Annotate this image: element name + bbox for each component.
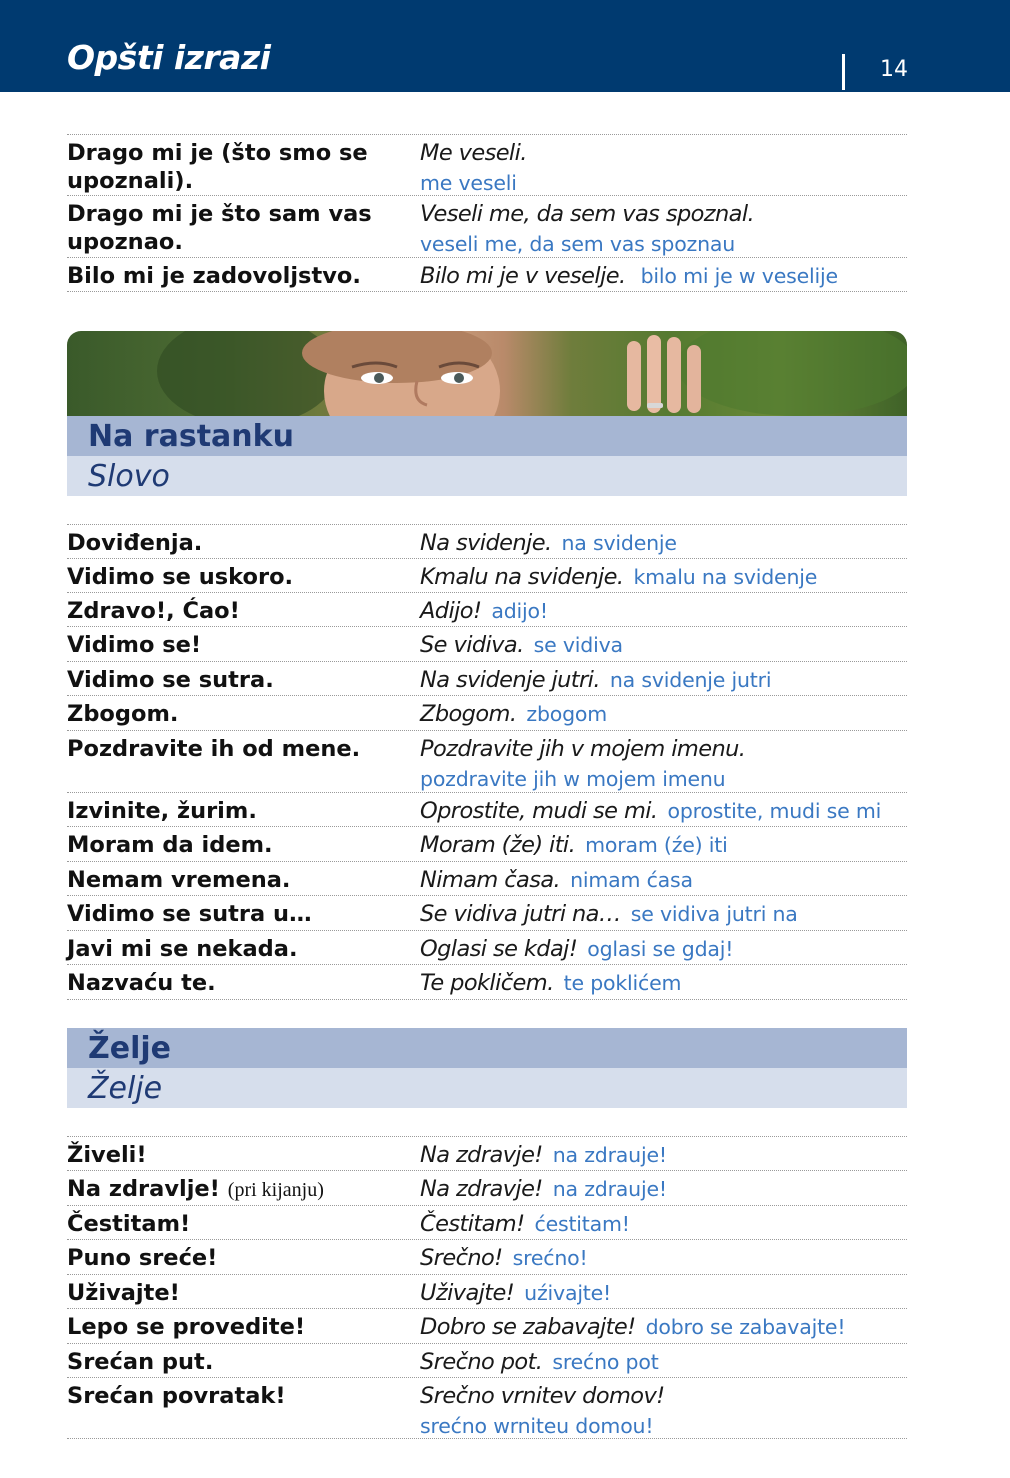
farewell-phrase-table — [67, 524, 907, 1000]
slovene-phrase: Srečno! — [420, 1245, 503, 1271]
pronunciation: uźivajte! — [524, 1281, 612, 1305]
page-number: 14 — [880, 57, 908, 82]
slovene-phrase: Te pokličem. — [420, 970, 554, 996]
slovene-phrase: Na zdravje! — [420, 1176, 543, 1202]
pronunciation: ćestitam! — [534, 1212, 630, 1236]
slovene-translation — [420, 529, 910, 559]
slovene-translation — [420, 200, 910, 258]
phrase-row — [67, 257, 907, 292]
slovene-translation — [420, 631, 910, 661]
pronunciation: na zdrauje! — [552, 1143, 667, 1167]
section-header-wishes — [67, 1028, 907, 1108]
pronunciation: na zdrauje! — [552, 1177, 667, 1201]
serbian-phrase: Zbogom. — [67, 701, 179, 727]
slovene-phrase: Kmalu na svidenje. — [420, 564, 624, 590]
serbian-phrase: Vidimo se uskoro. — [67, 564, 294, 590]
phrase-row — [67, 826, 907, 861]
phrase-row — [67, 626, 907, 661]
pronunciation: zbogom — [526, 702, 608, 726]
page-title: Opšti izrazi — [67, 38, 271, 77]
slovene-phrase: Dobro se zabavajte! — [420, 1314, 636, 1340]
serbian-phrase: Puno sreće! — [67, 1245, 218, 1271]
phrase-row — [67, 930, 907, 964]
phrase-row — [67, 1343, 907, 1377]
slovene-translation — [420, 1141, 910, 1171]
slovene-translation — [420, 700, 910, 730]
slovene-phrase: Srečno pot. — [420, 1349, 543, 1375]
pronunciation: adijo! — [491, 599, 548, 623]
pronunciation: pozdravite jih w mojem imenu — [420, 767, 726, 791]
section-subheading: Želje — [67, 1068, 907, 1108]
slovene-phrase: Moram (že) iti. — [420, 832, 576, 858]
pronunciation: oprostite, mudi se mi — [667, 799, 882, 823]
serbian-phrase-with-note — [67, 1175, 402, 1204]
serbian-phrase: Živeli! — [67, 1142, 147, 1168]
pronunciation: srećno wrniteu domou! — [420, 1414, 654, 1438]
slovene-phrase: Adijo! — [420, 598, 482, 624]
slovene-phrase: Se vidiva jutri na… — [420, 901, 621, 927]
section-subheading: Slovo — [67, 456, 907, 496]
slovene-translation — [420, 1175, 910, 1205]
slovene-phrase: Čestitam! — [420, 1211, 525, 1237]
pronunciation: na svidenje jutri — [609, 668, 772, 692]
phrase-row — [67, 1377, 907, 1439]
phrase-row — [67, 964, 907, 1000]
pronunciation: kmalu na svidenje — [633, 565, 818, 589]
phrase-row — [67, 792, 907, 826]
slovene-phrase: Na zdravje! — [420, 1142, 543, 1168]
woman-waving-photo — [67, 331, 907, 416]
section-heading: Želje — [67, 1028, 907, 1068]
serbian-phrase: Zdravo!, Ćao! — [67, 598, 240, 624]
slovene-translation — [420, 597, 910, 627]
slovene-phrase: Bilo mi je v veselje. — [420, 263, 626, 289]
phrase-row — [67, 592, 907, 626]
serbian-phrase: Uživajte! — [67, 1280, 180, 1306]
slovene-translation — [420, 735, 910, 793]
slovene-phrase: Oglasi se kdaj! — [420, 936, 578, 962]
pronunciation: dobro se zabavajte! — [645, 1315, 846, 1339]
slovene-phrase: Na svidenje jutri. — [420, 667, 600, 693]
serbian-phrase: Drago mi je što sam vas upoznao. — [67, 201, 372, 255]
serbian-phrase: Nemam vremena. — [67, 867, 291, 893]
phrase-row — [67, 895, 907, 930]
slovene-translation — [420, 1244, 910, 1274]
page-header — [0, 0, 1010, 92]
photo-illustration — [67, 331, 907, 416]
slovene-translation — [420, 563, 910, 593]
slovene-phrase: Veseli me, da sem vas spoznal. — [420, 201, 755, 227]
phrase-row — [67, 524, 907, 558]
serbian-phrase: Srećan put. — [67, 1349, 214, 1375]
serbian-phrase: Vidimo se sutra u… — [67, 901, 312, 927]
serbian-phrase: Vidimo se sutra. — [67, 667, 274, 693]
serbian-phrase: Srećan povratak! — [67, 1383, 286, 1409]
pronunciation: nimam ćasa — [570, 868, 693, 892]
slovene-phrase: Me veseli. — [420, 140, 527, 166]
serbian-phrase: Nazvaću te. — [67, 970, 216, 996]
serbian-phrase: Izvinite, žurim. — [67, 798, 257, 824]
slovene-translation — [420, 1313, 910, 1343]
serbian-phrase: Pozdravite ih od mene. — [67, 736, 361, 762]
slovene-phrase: Uživajte! — [420, 1280, 515, 1306]
slovene-phrase: Srečno vrnitev domov! — [420, 1383, 665, 1409]
serbian-phrase: Bilo mi je zadovoljstvo. — [67, 263, 361, 289]
wishes-phrase-table — [67, 1136, 907, 1439]
pronunciation: moram (źe) iti — [585, 833, 728, 857]
intro-phrase-table — [67, 134, 907, 292]
slovene-translation — [420, 1348, 910, 1378]
slovene-translation — [420, 900, 910, 930]
slovene-phrase: Oprostite, mudi se mi. — [420, 798, 658, 824]
serbian-phrase: Moram da idem. — [67, 832, 273, 858]
phrase-row — [67, 134, 907, 195]
section-heading: Na rastanku — [67, 416, 907, 456]
slovene-translation — [420, 1279, 910, 1309]
phrase-row — [67, 195, 907, 257]
phrase-row — [67, 661, 907, 695]
pronunciation: bilo mi je w veselije — [640, 264, 838, 288]
section-header-farewell — [67, 416, 907, 496]
pronunciation: na svidenje — [561, 531, 677, 555]
pronunciation: se vidiva jutri na — [630, 902, 798, 926]
pronunciation: veseli me, da sem vas spoznau — [420, 232, 736, 256]
slovene-translation — [420, 262, 910, 292]
phrase-row — [67, 1136, 907, 1170]
phrase-row — [67, 695, 907, 730]
phrase-row — [67, 1170, 907, 1205]
slovene-translation — [420, 831, 910, 861]
pronunciation: te poklićem — [563, 971, 682, 995]
usage-note: (pri kijanju) — [227, 1179, 324, 1201]
serbian-phrase: Drago mi je (što smo se upoznali). — [67, 140, 368, 194]
slovene-translation — [420, 797, 910, 827]
serbian-phrase: Čestitam! — [67, 1211, 191, 1237]
phrase-row — [67, 730, 907, 792]
serbian-phrase: Vidimo se! — [67, 632, 202, 658]
phrase-row — [67, 861, 907, 895]
phrase-row — [67, 1308, 907, 1343]
slovene-phrase: Nimam časa. — [420, 867, 561, 893]
slovene-phrase: Na svidenje. — [420, 530, 552, 556]
slovene-translation — [420, 139, 910, 197]
slovene-translation — [420, 666, 910, 696]
slovene-phrase: Se vidiva. — [420, 632, 524, 658]
slovene-phrase: Zbogom. — [420, 701, 517, 727]
serbian-phrase: Na zdravlje! — [67, 1176, 220, 1202]
pronunciation: srećno! — [512, 1246, 588, 1270]
phrase-row — [67, 1205, 907, 1239]
slovene-translation — [420, 935, 910, 965]
phrase-row — [67, 1239, 907, 1274]
slovene-translation — [420, 969, 910, 999]
pronunciation: srećno pot — [552, 1350, 659, 1374]
slovene-phrase: Pozdravite jih v mojem imenu. — [420, 736, 746, 762]
header-divider — [842, 54, 845, 90]
serbian-phrase: Javi mi se nekada. — [67, 936, 298, 962]
serbian-phrase: Doviđenja. — [67, 530, 203, 556]
slovene-translation — [420, 1210, 910, 1240]
serbian-phrase: Lepo se provedite! — [67, 1314, 306, 1340]
pronunciation: se vidiva — [533, 633, 623, 657]
phrase-row — [67, 1274, 907, 1308]
slovene-translation — [420, 866, 910, 896]
phrase-row — [67, 558, 907, 592]
pronunciation: me veseli — [420, 171, 517, 195]
slovene-translation — [420, 1382, 910, 1440]
pronunciation: oglasi se gdaj! — [587, 937, 734, 961]
